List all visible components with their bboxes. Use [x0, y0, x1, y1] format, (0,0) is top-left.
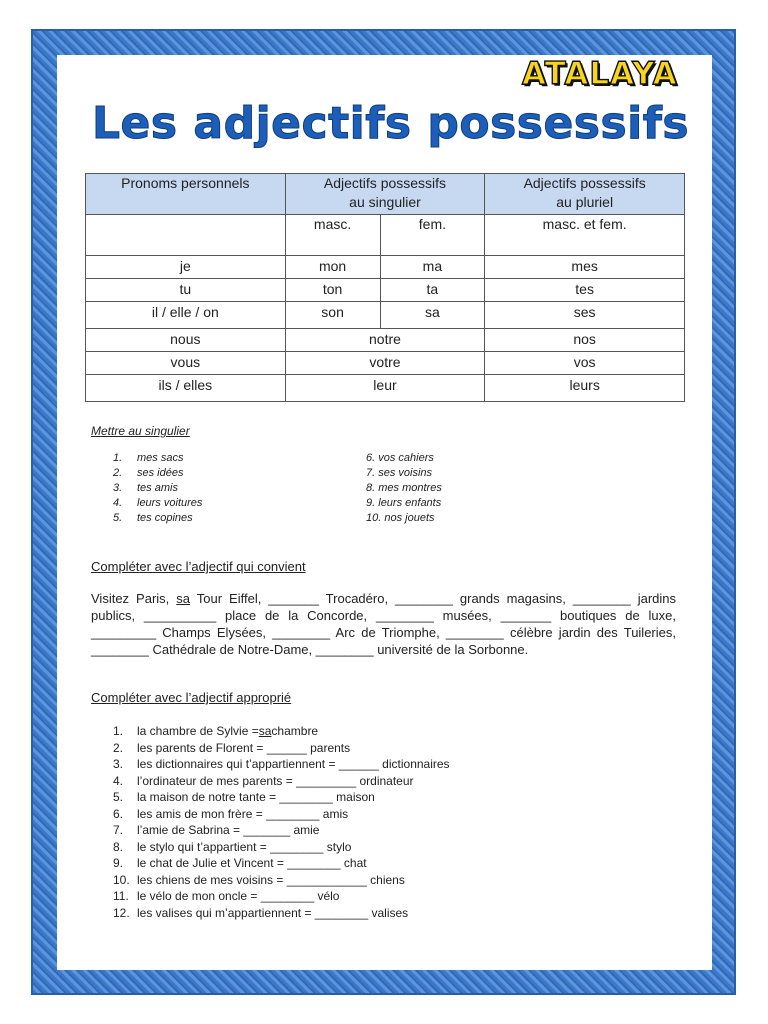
- section-appropriate: [91, 689, 291, 707]
- list-item: [113, 789, 450, 806]
- item-text: ses voisins: [378, 467, 433, 479]
- list-item: [366, 466, 442, 481]
- exercise-list-right: [366, 451, 442, 526]
- table-row: [86, 256, 685, 279]
- plural-cell: mes: [485, 256, 685, 279]
- list-item: [366, 451, 442, 466]
- table-row: [86, 352, 685, 375]
- item-text-end: chambre: [271, 724, 319, 738]
- item-text: leurs enfants: [378, 497, 442, 509]
- list-item: [113, 839, 450, 856]
- item-number: 10.: [366, 512, 382, 524]
- item-number: 2.: [113, 740, 124, 755]
- list-item: [113, 822, 450, 839]
- list-item: [113, 496, 202, 511]
- fem-cell: ta: [380, 279, 485, 302]
- item-text: les parents de Florent = ______ parents: [137, 740, 351, 755]
- item-number: 8.: [366, 482, 376, 494]
- list-item: [113, 511, 202, 526]
- plural-cell: vos: [485, 352, 685, 375]
- item-text: les dictionnaires qui t’appartiennent = ______ dictionnaires: [137, 757, 450, 771]
- item-text: mes montres: [378, 482, 442, 494]
- paragraph-rest: Tour Eiffel, _______ Trocadéro, ________ grands magasins, ________ jardins publics, __________ place de la Concorde, ________ musées, _______ boutiques de luxe, _________ Champs Elysées, ________ Arc de Triomphe, ________ célèbre jardin des Tuileries, ________ Cathédrale de Notre-Dame, ________ université de la Sorbonne.: [91, 591, 676, 657]
- masc-cell: son: [285, 302, 380, 329]
- item-number: 11.: [113, 889, 129, 903]
- table-row: [86, 279, 685, 302]
- example-answer: sa: [258, 724, 272, 738]
- list-item: [113, 451, 202, 466]
- item-text: les chiens de mes voisins = ____________ chiens: [137, 872, 405, 887]
- item-text: le vélo de mon oncle = ________ vélo: [137, 889, 340, 903]
- item-number: 6.: [113, 806, 124, 821]
- list-item: [113, 740, 450, 757]
- item-number: 1.: [113, 724, 124, 738]
- exercise-list-left: [113, 451, 202, 526]
- item-text: ses idées: [137, 467, 184, 479]
- section-singular: [91, 422, 190, 440]
- item-text: tes amis: [137, 482, 178, 494]
- item-number: 9.: [366, 497, 376, 509]
- list-item: [113, 466, 202, 481]
- item-number: 3.: [113, 482, 123, 494]
- pronoun-cell: je: [86, 256, 286, 279]
- item-number: 4.: [113, 773, 124, 788]
- pronoun-cell: ils / elles: [86, 375, 286, 402]
- table-row: [86, 375, 685, 402]
- item-text: les amis de mon frère = ________ amis: [137, 806, 349, 821]
- item-text: tes copines: [137, 512, 193, 524]
- list-item: [113, 806, 450, 823]
- list-item: [113, 888, 450, 905]
- item-number: 10.: [113, 872, 130, 887]
- pronoun-cell: tu: [86, 279, 286, 302]
- subheader-masc-fem: masc. et fem.: [485, 215, 685, 256]
- item-number: 1.: [113, 452, 123, 464]
- item-number: 9.: [113, 856, 124, 870]
- item-text: vos cahiers: [378, 452, 434, 464]
- list-item: [366, 496, 442, 511]
- item-text: nos jouets: [384, 512, 435, 524]
- section-title: Compléter avec l’adjectif approprié: [91, 690, 292, 705]
- plural-cell: leurs: [485, 375, 685, 402]
- page-title: Les adjectifs possessifs: [92, 98, 690, 149]
- exercise-list-appropriate: [113, 723, 450, 921]
- item-text: la chambre de Sylvie =: [137, 724, 259, 738]
- section-title: Mettre au singulier: [91, 424, 190, 438]
- pronoun-cell: vous: [86, 352, 286, 375]
- subheader-fem: fem.: [380, 215, 485, 256]
- subheader-masc: masc.: [285, 215, 380, 256]
- list-item: [113, 855, 450, 872]
- table-row: [86, 329, 685, 352]
- item-text: l’ordinateur de mes parents = _________ ordinateur: [137, 773, 414, 788]
- item-text: leurs voitures: [137, 497, 203, 509]
- list-item: [366, 511, 442, 526]
- section-title: Compléter avec l’adjectif qui convient: [91, 559, 306, 574]
- example-answer: sa: [176, 591, 191, 606]
- section-complete: [91, 558, 306, 576]
- item-number: 12.: [113, 905, 130, 920]
- header-pronouns: Pronoms personnels: [86, 174, 286, 215]
- list-item: [113, 905, 450, 922]
- paragraph-start: Visitez Paris,: [91, 591, 177, 606]
- item-number: 8.: [113, 839, 124, 854]
- list-item: [113, 723, 450, 740]
- masc-cell: ton: [285, 279, 380, 302]
- item-number: 7.: [366, 467, 376, 479]
- list-item: [113, 872, 450, 889]
- fem-cell: sa: [380, 302, 485, 329]
- atalaya-logo: ATALAYA: [522, 56, 678, 92]
- singular-cell: leur: [285, 375, 485, 402]
- item-number: 3.: [113, 757, 124, 771]
- list-item: [366, 481, 442, 496]
- fill-in-paragraph: [91, 590, 676, 658]
- item-text: la maison de notre tante = ________ maison: [137, 790, 375, 804]
- item-number: 4.: [113, 497, 123, 509]
- pronoun-cell: nous: [86, 329, 286, 352]
- item-text: les valises qui m’appartiennent = ________ valises: [137, 905, 409, 920]
- header-plural: Adjectifs possessifs au pluriel: [485, 174, 685, 215]
- list-item: [113, 481, 202, 496]
- plural-cell: tes: [485, 279, 685, 302]
- item-number: 7.: [113, 823, 124, 837]
- list-item: [113, 773, 450, 790]
- subheader-empty: [86, 215, 286, 256]
- possessive-adjectives-table: [85, 173, 685, 402]
- singular-cell: votre: [285, 352, 485, 375]
- item-number: 5.: [113, 512, 123, 524]
- item-text: mes sacs: [137, 452, 184, 464]
- header-singular: Adjectifs possessifs au singulier: [285, 174, 485, 215]
- singular-cell: notre: [285, 329, 485, 352]
- item-number: 6.: [366, 452, 376, 464]
- item-number: 2.: [113, 467, 123, 479]
- fem-cell: ma: [380, 256, 485, 279]
- list-item: [113, 756, 450, 773]
- masc-cell: mon: [285, 256, 380, 279]
- table-row: [86, 302, 685, 329]
- plural-cell: ses: [485, 302, 685, 329]
- plural-cell: nos: [485, 329, 685, 352]
- item-number: 5.: [113, 790, 124, 804]
- pronoun-cell: il / elle / on: [86, 302, 286, 329]
- item-text: l’amie de Sabrina = _______ amie: [137, 823, 320, 837]
- item-text: le stylo qui t’appartient = ________ stylo: [137, 839, 352, 854]
- item-text: le chat de Julie et Vincent = ________ chat: [137, 856, 367, 870]
